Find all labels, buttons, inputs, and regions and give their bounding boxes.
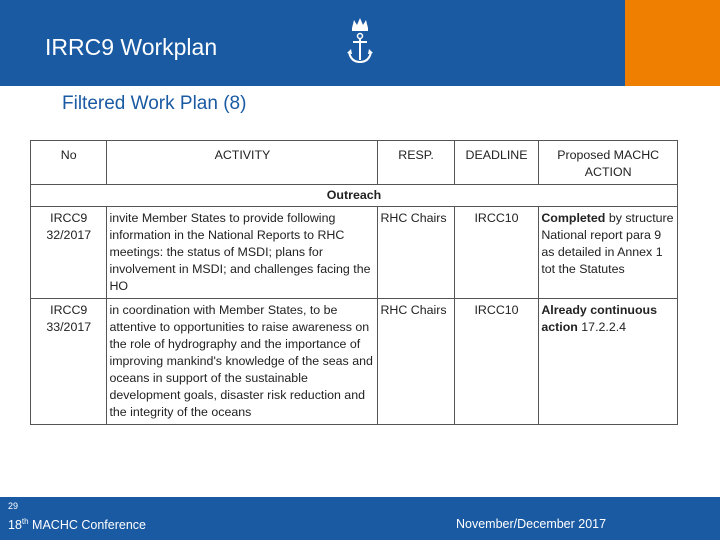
header-deadline: DEADLINE: [454, 141, 539, 185]
slide-title: IRRC9 Workplan: [45, 34, 218, 60]
row-deadline: IRCC10: [454, 207, 539, 299]
header-resp: RESP.: [378, 141, 454, 185]
table-row: [31, 299, 678, 425]
footer-conference-num: 18: [8, 518, 22, 533]
row-proposed-bold: Completed: [541, 211, 606, 225]
row-proposed: [539, 207, 678, 299]
row-deadline: IRCC10: [454, 299, 539, 425]
row-resp: RHC Chairs: [378, 299, 454, 425]
section-row: [31, 185, 678, 207]
header-proposed: Proposed MACHC ACTION: [539, 141, 678, 185]
section-label-cell: [31, 185, 678, 207]
footer-date: November/December 2017: [456, 517, 607, 531]
row-proposed-rest: by structure National report para 9 as detailed in Annex 1 tot the Statutes: [541, 211, 674, 276]
row-proposed-bold: Already continuous action: [541, 303, 658, 334]
workplan-table: [30, 140, 678, 425]
section-label: Outreach: [326, 188, 382, 202]
row-proposed-rest: 17.2.2.4: [577, 320, 627, 334]
row-activity: invite Member States to provide following information in the National Reports to RHC meetings: the status of MSDI; plans for involvement in MSDI; and challenges facing the HO: [107, 207, 378, 299]
table-header-row: [31, 141, 678, 185]
row-proposed: [539, 299, 678, 425]
row-resp: RHC Chairs: [378, 207, 454, 299]
page-number: 29: [8, 501, 19, 511]
footer-conference-sup: th: [21, 517, 29, 526]
anchor-crown-emblem-icon: [343, 16, 377, 68]
row-no: IRCC9 32/2017: [31, 207, 107, 299]
table-row: [31, 207, 678, 299]
footer-conference: [8, 517, 146, 532]
header-no: No: [31, 141, 107, 185]
row-activity: in coordination with Member States, to be attentive to opportunities to raise awareness on the role of hydrography and the importance of improving mankind's knowledge of the seas and oceans in support of the sustainable development goals, disaster risk reduction and the integrity of the oceans: [107, 299, 378, 425]
header-orange-band: [625, 0, 720, 86]
page-subtitle: Filtered Work Plan (8): [62, 93, 247, 114]
footer-conference-rest: MACHC Conference: [28, 518, 146, 533]
header-bar: [0, 0, 720, 86]
row-no: IRCC9 33/2017: [31, 299, 107, 425]
header-activity: ACTIVITY: [107, 141, 378, 185]
